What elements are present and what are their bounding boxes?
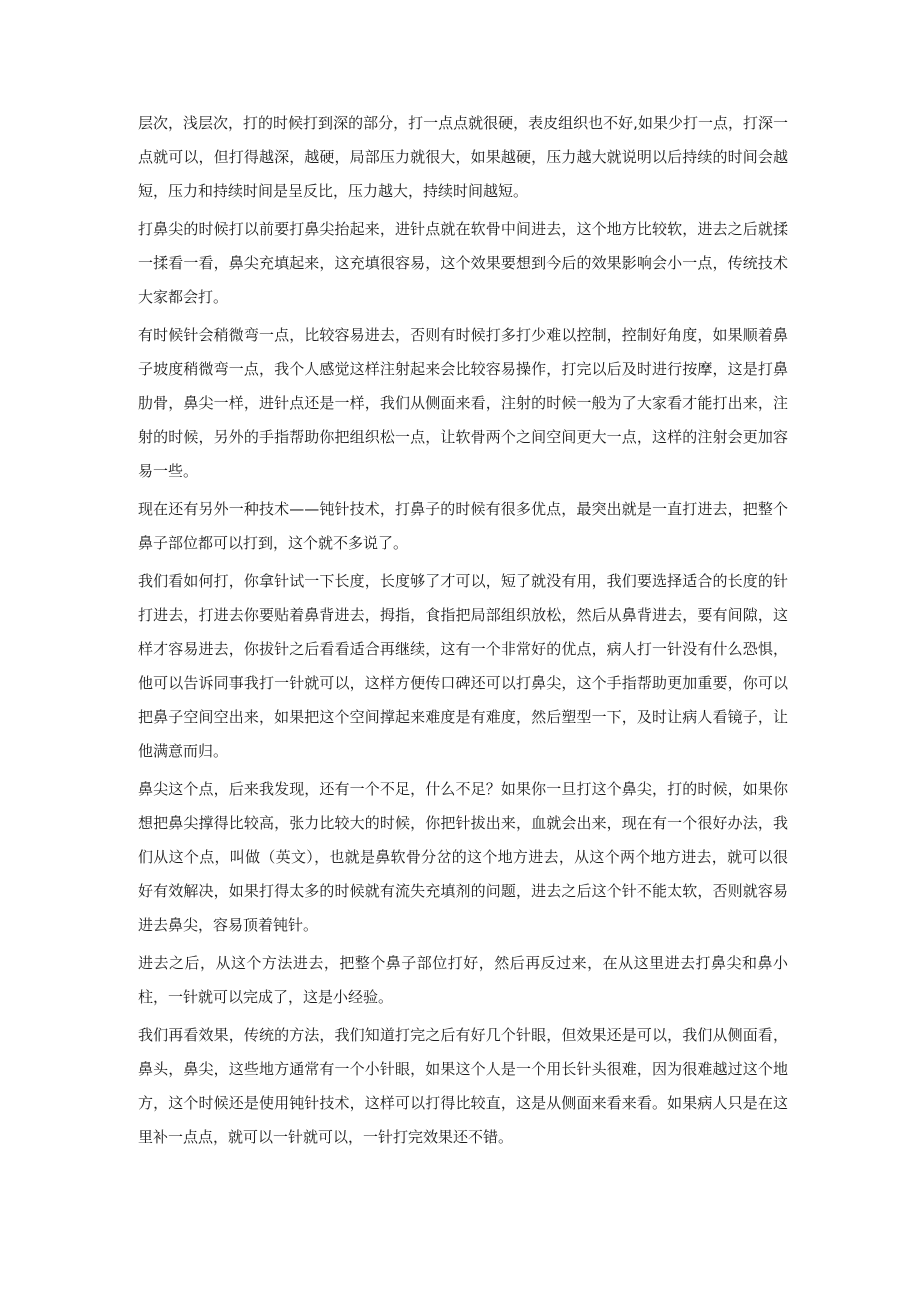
paragraph-5: 我们看如何打，你拿针试一下长度，长度够了才可以，短了就没有用，我们要选择适合的长度的针打进去，打进去你要贴着鼻背进去，拇指，食指把局部组织放松，然后从鼻背进去，要有间隙，这样才容易进去，你拔针之后看看适合再继续，这有一个非常好的优点，病人打一针没有什么恐惧，他可以告诉同事我打一针就可以，这样方便传口碑还可以打鼻尖，这个手指帮助更加重要，你可以把鼻子空间空出来，如果把这个空间撑起来难度是有难度，然后塑型一下，及时让病人看镜子，让他满意而归。 (138, 572, 788, 760)
paragraph-3: 有时候针会稍微弯一点，比较容易进去，否则有时候打多打少难以控制，控制好角度，如果顺着鼻子坡度稍微弯一点，我个人感觉这样注射起来会比较容易操作，打完以后及时进行按摩，这是打鼻肋骨，鼻尖一样，进针点还是一样，我们从侧面来看，注射的时候一般为了大家看才能打出来，注射的时候，另外的手指帮助你把组织松一点，让软骨两个之间空间更大一点，这样的注射会更加容易一些。 (138, 326, 788, 480)
paragraph-2: 打鼻尖的时候打以前要打鼻尖抬起来，进针点就在软骨中间进去，这个地方比较软，进去之后就揉一揉看一看，鼻尖充填起来，这充填很容易，这个效果要想到今后的效果影响会小一点，传统技术大家都会打。 (138, 220, 788, 306)
document-body (138, 106, 788, 1158)
paragraph-1: 层次，浅层次，打的时候打到深的部分，打一点点就很硬，表皮组织也不好,如果少打一点，打深一点就可以，但打得越深，越硬，局部压力就很大，如果越硬，压力越大就说明以后持续的时间会越短，压力和持续时间是呈反比，压力越大，持续时间越短。 (138, 114, 788, 200)
paragraph-6: 鼻尖这个点，后来我发现，还有一个不足，什么不足？如果你一旦打这个鼻尖，打的时候，如果你想把鼻尖撑得比较高，张力比较大的时候，你把针拔出来，血就会出来，现在有一个很好办法，我们从这个点，叫做（英文），也就是鼻软骨分岔的这个地方进去，从这个两个地方进去，就可以很好有效解决，如果打得太多的时候就有流失充填剂的问题，进去之后这个针不能太软，否则就容易进去鼻尖，容易顶着钝针。 (138, 780, 788, 934)
paragraph-7: 进去之后，从这个方法进去，把整个鼻子部位打好，然后再反过来，在从这里进去打鼻尖和鼻小柱，一针就可以完成了，这是小经验。 (138, 954, 788, 1006)
paragraph-4: 现在还有另外一种技术——钝针技术，打鼻子的时候有很多优点，最突出就是一直打进去，把整个鼻子部位都可以打到，这个就不多说了。 (138, 500, 788, 552)
paragraph-8: 我们再看效果，传统的方法，我们知道打完之后有好几个针眼，但效果还是可以，我们从侧面看，鼻头，鼻尖，这些地方通常有一个小针眼，如果这个人是一个用长针头很难，因为很难越过这个地方，这个时候还是使用钝针技术，这样可以打得比较直，这是从侧面来看来看。如果病人只是在这里补一点点，就可以一针就可以，一针打完效果还不错。 (138, 1026, 788, 1146)
